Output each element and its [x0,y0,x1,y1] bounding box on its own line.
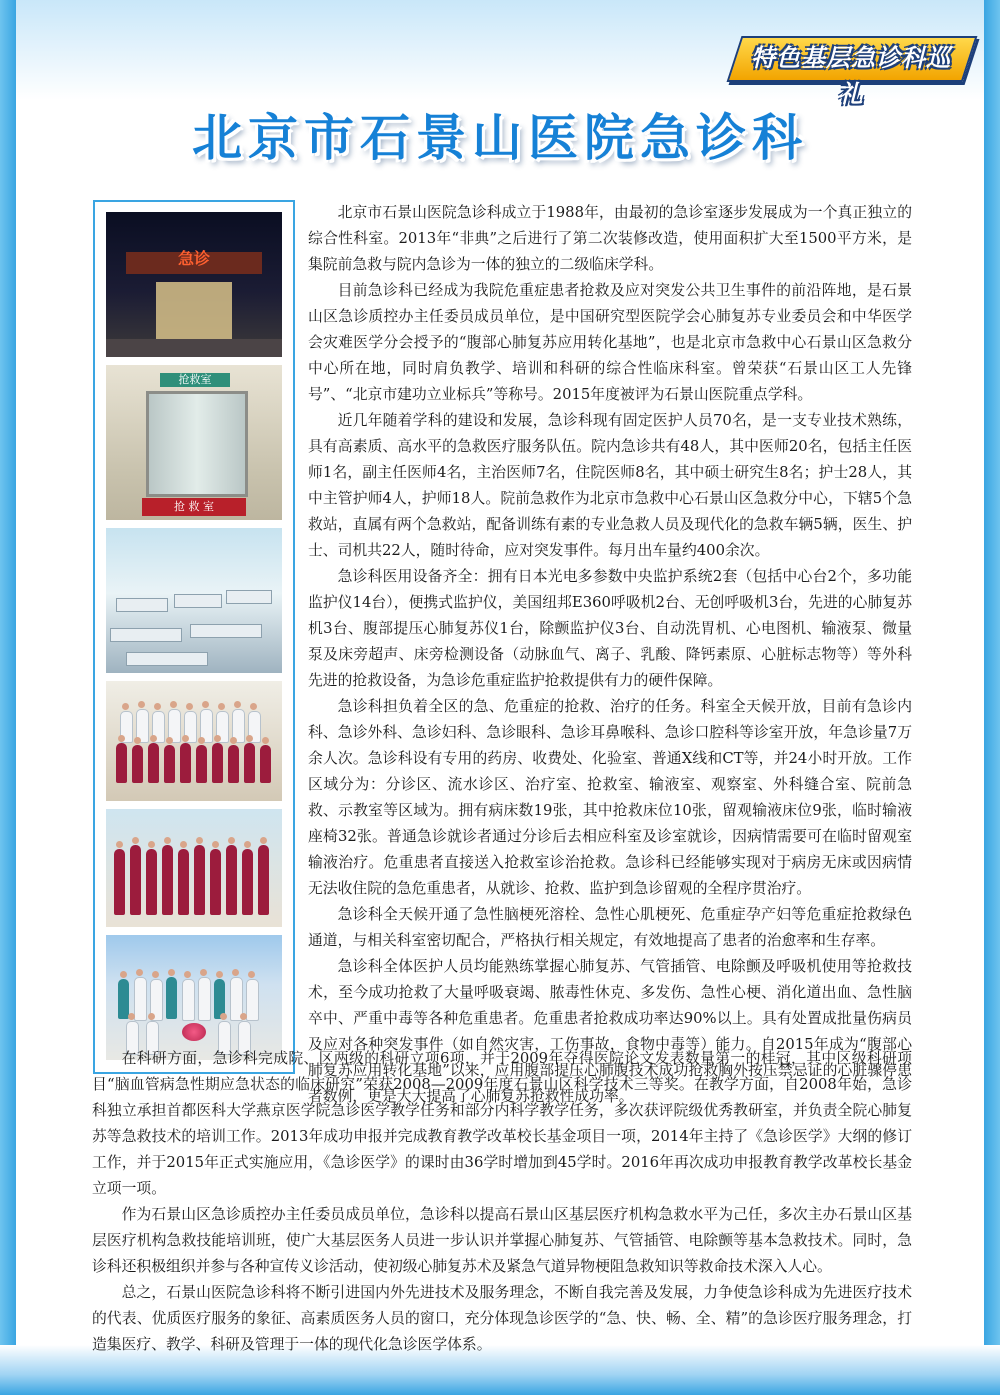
entrance-ground [106,339,282,357]
paragraph: 北京市石景山医院急诊科成立于1988年，由最初的急诊室逐步发展成为一个真正独立的综合性科室。2013年“非典”之后进行了第二次装修改造，使用面积扩大至1500平方米，是集院前急救与院内急诊为一体的独立的二级临床学科。 [308,204,912,273]
photo-column [93,200,295,1074]
staff-figure [258,845,269,915]
staff-figure [246,979,259,1021]
room-sign: 抢救室 [160,373,230,387]
paragraph: 急诊科担负着全区的急、危重症的抢救、治疗的任务。科室全天候开放，目前有急诊内科、急诊外科、急诊妇科、急诊眼科、急诊耳鼻喉科、急诊口腔科等诊室开放，年急诊量7万余人次。急诊科设有专用的药房、收费处、化验室、普通X线和CT等，并24小时开放。工作区域分为：分诊区、流水诊区、治疗室、抢救室、输液室、观察室、外科缝合室、院前急救、示教室等区域为。拥有病床数19张，其中抢救床位10张，留观输液床位9张，临时输液座椅32张。普通急诊就诊者通过分诊后去相应科室及诊室就诊，因病情需要可在临时留观室输液治疗。危重患者直接送入抢救室诊治抢救。急诊科已经能够实现对于病房无床或因病情无法收住院的急危重患者，从就诊、抢救、监护到急诊留观的全程序贯治疗。 [308,698,912,897]
paragraph: 近几年随着学科的建设和发展，急诊科现有固定医护人员70名，是一支专业技术熟练，具有高素质、高水平的急救医疗服务队伍。院内急诊共有48人，其中医师20名，包括主任医师1名，副主任医师4名，主治医师7名，住院医师8名，其中硕士研究生8名；护士28人，其中主管护师4人，护师18人。院前急救作为北京市急救中心石景山区急救分中心，下辖5个急救站，直属有两个急救站，配备训练有素的专业急救人员及现代化的急救车辆5辆，医生、护士、司机共22人，随时待命，应对突发事件。每月出车量约400余次。 [308,412,912,559]
staff-head [138,701,145,708]
staff-figure [146,849,157,915]
staff-head [184,971,191,978]
staff-head [180,841,187,848]
staff-figure [226,845,237,915]
staff-head [230,737,237,744]
left-border [0,0,16,1395]
staff-figure [166,977,177,1019]
article-body-full [92,1046,912,1358]
staff-figure [194,845,205,915]
staff-head [196,837,203,844]
staff-head [152,971,159,978]
staff-figure [116,743,127,783]
staff-head [220,1013,227,1020]
staff-head [148,1013,155,1020]
staff-figure [130,845,141,915]
staff-figure [242,849,253,915]
staff-figure [148,743,159,783]
staff-head [218,703,225,710]
staff-head [120,971,127,978]
photo-team-group-seated [106,681,282,801]
staff-head [148,841,155,848]
staff-head [216,971,223,978]
paragraph: 急诊科医用设备齐全：拥有日本光电多参数中央监护系统2套（包括中心台2个，多功能监护仪14台），便携式监护仪，美国纽邦E360呼吸机2台、无创呼吸机3台，先进的心肺复苏机3台、腹部提压心肺复苏仪1台，除颤监护仪3台、自动洗胃机、心电图机、输液泵、微量泵及床旁超声、床旁检测设备（动脉血气、离子、乳酸、降钙素原、心脏标志物等）等外科先进的抢救设备，为急诊危重症监护抢救提供有力的硬件保障。 [308,568,912,689]
staff-head [116,841,123,848]
staff-figure [114,849,125,915]
staff-head [248,971,255,978]
bed [190,624,262,638]
staff-figure [212,743,223,783]
floor-mat: 抢 救 室 [142,498,246,516]
photo-team-group-standing [106,809,282,927]
staff-figure [182,979,195,1021]
staff-figure [196,745,207,783]
staff-head [198,737,205,744]
column-badge-text: 特色基层急诊科巡礼 [751,44,951,108]
paragraph: 作为石景山区急诊质控办主任委员成员单位，急诊科以提高石景山区基层医疗机构急救水平为己任，多次主办石景山区基层医疗机构急救技能培训班，使广大基层医务人员进一步认识并掌握心肺复苏、气管插管、电除颤等基本急救技术。同时，急诊科还积极组织并参与各种宣传义诊活动，使初级心肺复苏术及紧急气道异物梗阻急救知识等救命技术深入人心。 [92,1206,912,1275]
staff-figure [162,845,173,915]
staff-figure [180,743,191,783]
staff-head [246,735,253,742]
article-body-side [308,200,912,1110]
staff-head [164,837,171,844]
page-title: 北京市石景山医院急诊科 [192,109,808,167]
staff-figure [210,849,221,915]
staff-figure [228,745,239,783]
photo-emergency-entrance [106,212,282,357]
photo-resuscitation-room [106,365,282,520]
paragraph: 总之，石景山医院急诊科将不断引进国内外先进技术及服务理念，不断自我完善及发展，力争使急诊科成为先进医疗技术的代表、优质医疗服务的象征、高素质医务人员的窗口，充分体现急诊医学的“急、快、畅、全、精”的急诊医疗服务理念，打造集医疗、教学、科研及管理于一体的现代化急诊医学体系。 [92,1284,912,1353]
staff-figure [198,977,211,1021]
staff-figure [244,743,255,783]
staff-head [262,737,269,744]
bed [226,590,272,604]
bed [116,598,168,612]
staff-head [170,701,177,708]
flower-bouquet [182,1023,206,1041]
staff-head [182,735,189,742]
staff-head [136,969,143,976]
staff-head [212,841,219,848]
staff-head [132,837,139,844]
room-door [146,391,248,497]
staff-head [128,1013,135,1020]
staff-head [250,703,257,710]
staff-figure [134,977,147,1021]
staff-head [122,703,129,710]
staff-figure [260,745,271,783]
entrance-door [156,282,232,342]
staff-head [150,735,157,742]
staff-head [214,735,221,742]
staff-head [166,737,173,744]
staff-figure [178,849,189,915]
staff-head [200,969,207,976]
bed [174,594,222,608]
staff-head [168,969,175,976]
staff-head [228,837,235,844]
staff-head [244,841,251,848]
staff-figure [132,745,143,783]
staff-head [240,1013,247,1020]
staff-head [260,837,267,844]
right-border [984,0,1000,1395]
staff-head [202,701,209,708]
bed [110,628,182,642]
staff-figure [118,979,129,1019]
paragraph: 急诊科全天候开通了急性脑梗死溶栓、急性心肌梗死、危重症孕产妇等危重症抢救绿色通道，与相关科室密切配合，严格执行相关规定，有效地提高了患者的治愈率和生存率。 [308,906,912,949]
photo-team-outdoor [106,935,282,1060]
photo-ward-beds [106,528,282,673]
staff-figure [164,745,175,783]
staff-head [154,703,161,710]
staff-head [118,735,125,742]
paragraph: 目前急诊科已经成为我院危重症患者抢救及应对突发公共卫生事件的前沿阵地，是石景山区急诊质控办主任委员成员单位，是中国研究型医院学会心肺复苏专业委员会和中华医学会灾难医学分会授予的“腹部心肺复苏应用转化基地”，也是北京市急救中心石景山区急救分中心所在地，同时肩负教学、培训和科研的综合性临床科室。曾荣获“石景山区工人先锋号”、“北京市建功立业标兵”等称号。2015年度被评为石景山医院重点学科。 [308,282,912,403]
staff-head [234,701,241,708]
bed [126,652,208,666]
staff-head [134,737,141,744]
paragraph: 在科研方面，急诊科完成院、区两级的科研立项6项，并于2009年夺得医院论文发表数量第一的桂冠，其中区级科研项目“脑血管病急性期应急状态的临床研究”荣获2008—2009年度石景山区科学技术三等奖。在教学方面，自2008年始，急诊科独立承担首都医科大学燕京医学院急诊医学教学任务和部分内科学教学任务，多次获评院级优秀教研室，并负责全院心肺复苏等急救技术的培训工作。2013年成功申报并完成教育教学改革校长基金项目一项，2014年主持了《急诊医学》大纲的修订工作，并于2015年正式实施应用，《急诊医学》的课时由36学时增加到45学时。2016年再次成功申报教育教学改革校长基金立项一项。 [92,1050,912,1197]
staff-head [186,703,193,710]
paragraph: 急诊科全体医护人员均能熟练掌握心肺复苏、气管插管、电除颤及呼吸机使用等抢救技术，至今成功抢救了大量呼吸衰竭、脓毒性休克、多发伤、急性心梗、消化道出血、急性脑卒中、严重中毒等各种危重患者。危重患者抢救成功率达90%以上。具有处置成批量伤病员及应对各种突发事件（如自然灾害，工伤事故，食物中毒等）能力。自2015年成为“腹部心肺复苏应用转化基地”以来，应用腹部提压心肺腹技术成功抢救胸外按压禁忌证的心脏骤停患者数例，更是大大提高了心肺复苏抢救性成功率。 [308,958,912,1105]
entrance-sign: 急诊 [177,249,210,268]
staff-head [232,969,239,976]
